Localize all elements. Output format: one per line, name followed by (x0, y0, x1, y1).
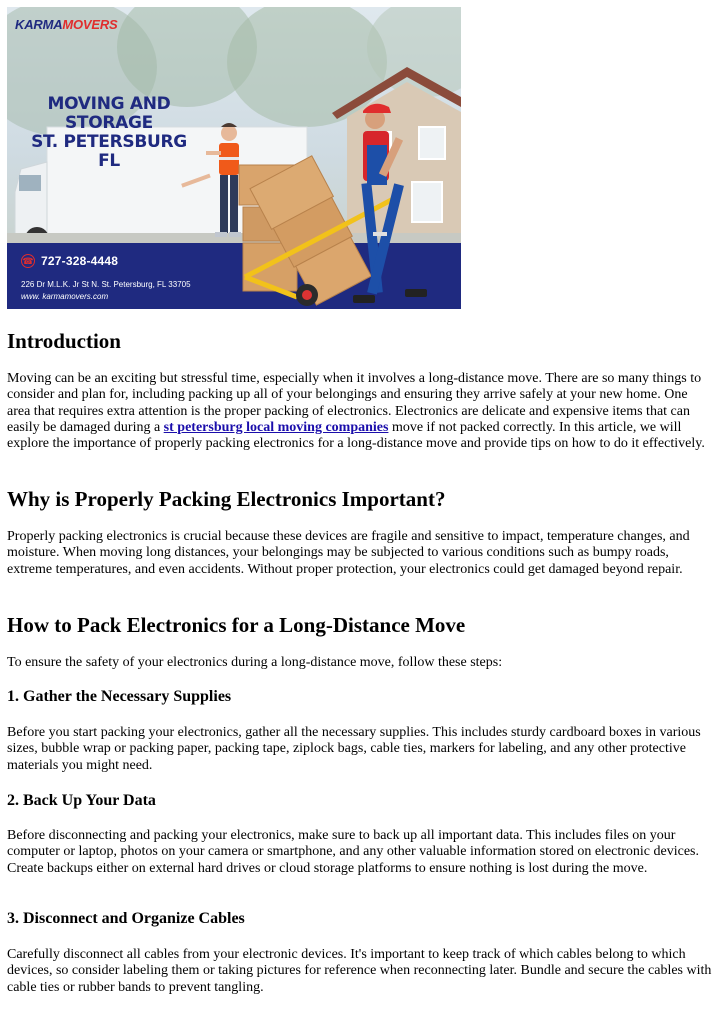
headline-line: FL (98, 151, 120, 171)
intro-text-after: move if not packed correctly. In this article, we will explore the importance of properly packing electronics for a long-distance move and provide tips on how to do it effectively. (7, 419, 705, 452)
step-3-paragraph: Carefully disconnect all cables from your electronic devices. It's important to keep track of which cables belong to which devices, so consider labeling them or taking pictures for reference when reconnecting later. Bundle and secure the cables with cable ties or rubber bands to prevent tangling. (7, 947, 712, 995)
headline-line: MOVING AND (47, 94, 171, 114)
moving-companies-link[interactable]: st petersburg local moving companies (163, 419, 389, 435)
why-heading: Why is Properly Packing Electronics Important? (7, 487, 446, 511)
logo-word-karma: KARMA (15, 17, 63, 32)
address: 226 Dr M.L.K. Jr St N. St. Petersburg, FL 33705 (21, 280, 191, 289)
headline-line: STORAGE (64, 113, 153, 133)
logo-word-movers: MOVERS (62, 17, 118, 32)
intro-paragraph (7, 371, 713, 452)
step-1-paragraph: Before you start packing your electronics, gather all the necessary supplies. This includes sturdy cardboard boxes in various sizes, bubble wrap or packing paper, packing tape, ziplock bags, cable ties, markers for labeling, and any other protective materials you might need. (7, 725, 701, 773)
how-intro-paragraph: To ensure the safety of your electronics during a long-distance move, follow these steps: (7, 655, 503, 670)
how-heading: How to Pack Electronics for a Long-Distance Move (7, 613, 466, 637)
step-1-heading: 1. Gather the Necessary Supplies (7, 688, 232, 705)
step-3-heading: 3. Disconnect and Organize Cables (7, 910, 245, 927)
brand-logo (15, 17, 118, 32)
step-2-paragraph: Before disconnecting and packing your electronics, make sure to back up all important data. This includes files on your computer or laptop, photos on your camera or smartphone, and any other valuable information stored on electronic devices. Create backups either on external hard drives or cloud storage platforms to ensure nothing is lost during the move. (7, 828, 700, 876)
banner-contact-info (21, 254, 191, 301)
banner-headline (13, 95, 205, 171)
why-paragraph: Properly packing electronics is crucial because these devices are fragile and sensitive to impact, temperature changes, and moisture. When moving long distances, your belongings may be subjected to various conditions such as bumpy roads, extreme temperatures, and even accidents. Without proper protection, your electronics could get damaged beyond repair. (7, 529, 690, 577)
intro-heading: Introduction (7, 329, 121, 353)
hero-banner-image (7, 7, 461, 309)
phone-icon: ☎ (21, 254, 35, 268)
headline-line: ST. PETERSBURG (31, 132, 187, 152)
intro-text-before: Moving can be an exciting but stressful time, especially when it involves a long-distance move. There are so many things to consider and plan for, including packing up all of your belongings and ensuring they arrive safely at your new home. One area that requires extra attention is the proper packing of electronics. Electronics are delicate and expensive items that can easily be damaged during a (7, 371, 702, 435)
step-2-heading: 2. Back Up Your Data (7, 792, 156, 809)
phone-row (21, 254, 191, 268)
website: www. karmamovers.com (21, 292, 109, 301)
phone-number: 727-328-4448 (41, 254, 119, 268)
